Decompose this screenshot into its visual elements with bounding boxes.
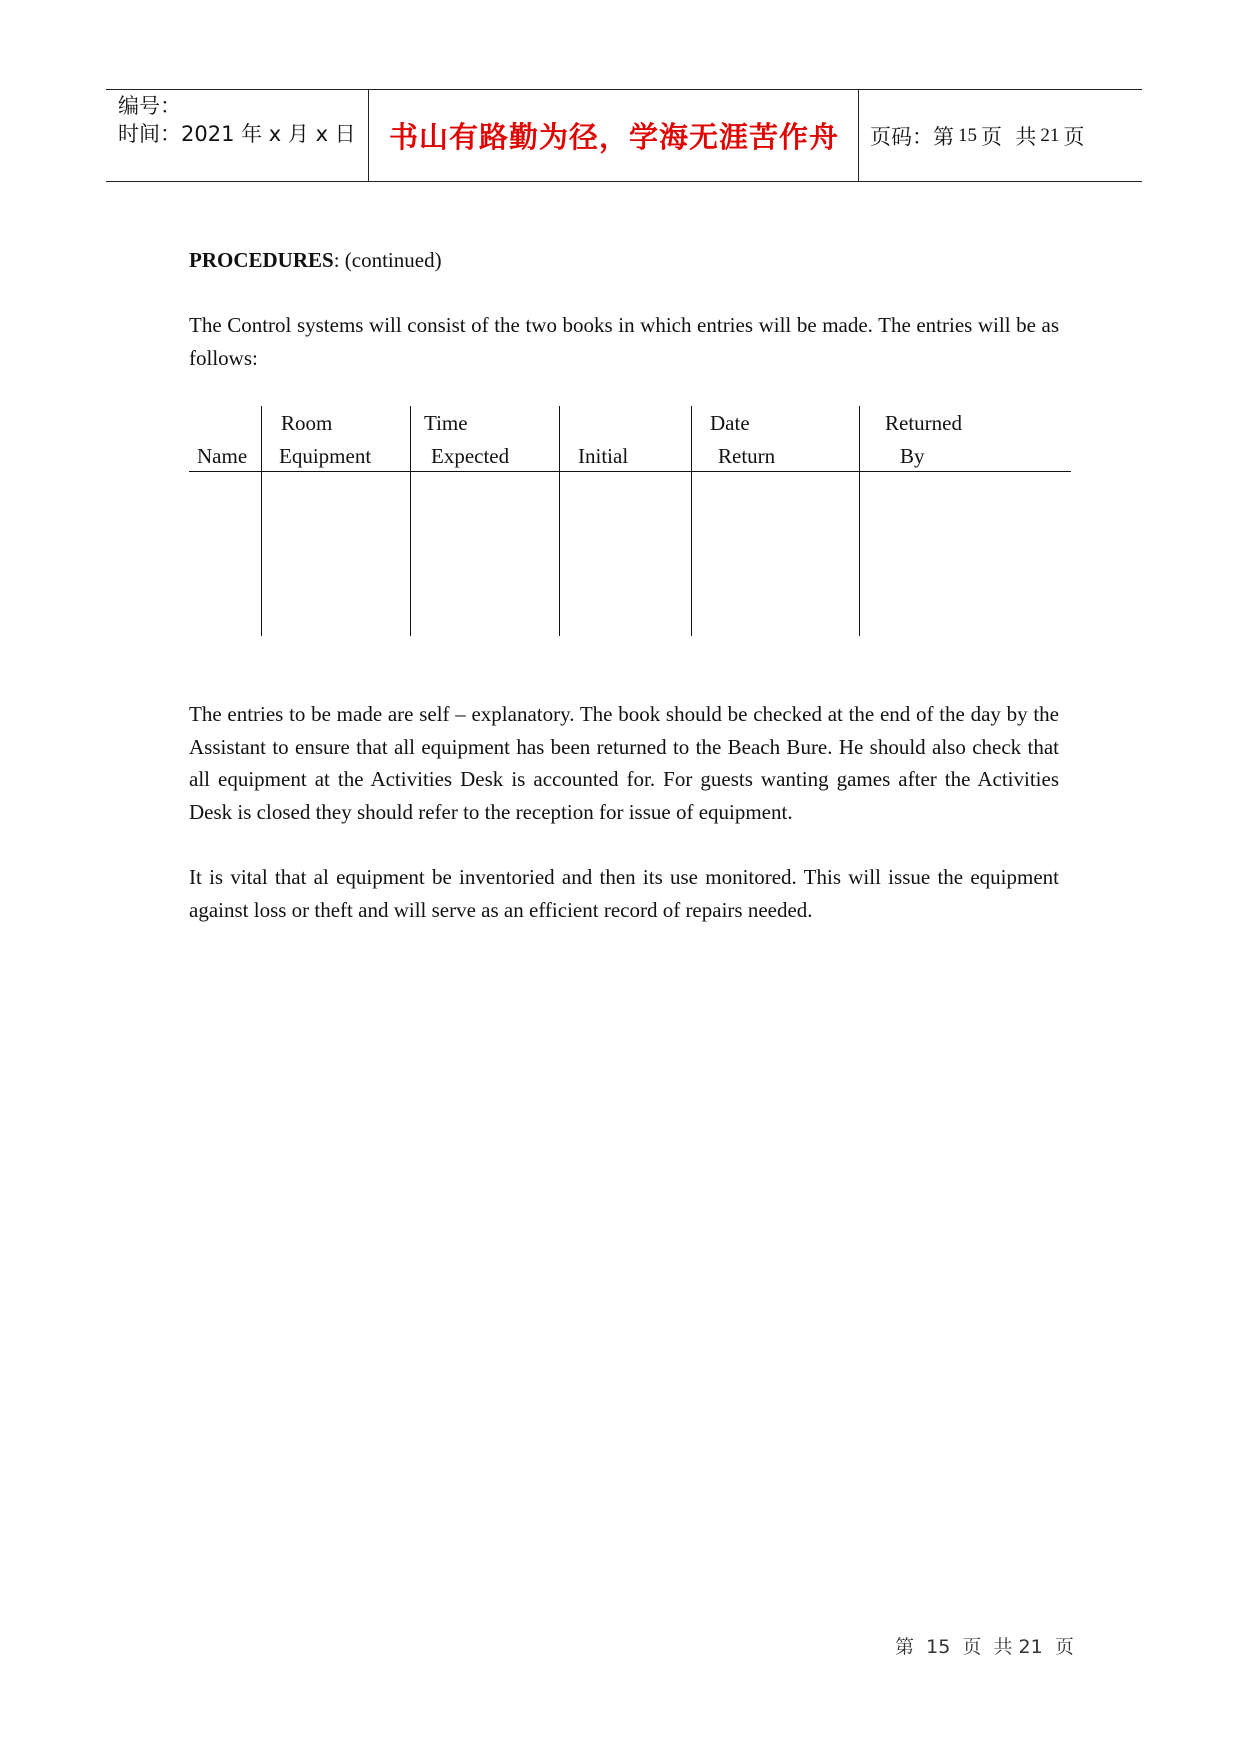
col-by-header: By [900,444,925,468]
intro-paragraph: The Control systems will consist of the two books in which entries will be made. The entries will be as follows: [189,313,1059,370]
footer-total: 21 [1018,1636,1043,1658]
footer-prefix: 第 [895,1636,915,1658]
col-time-header: Time [424,411,468,435]
column-divider [859,406,860,636]
header-divider [858,90,859,181]
table-header-rule [189,471,1071,472]
inventory-paragraph: It is vital that al equipment be inventoried and then its use monitored. This will issue the equipment against loss or theft and will serve as an efficient record of repairs needed. [189,865,1059,922]
column-divider [559,406,560,636]
page-header [106,89,1142,182]
header-page-info [870,90,1084,181]
header-motto: 书山有路勤为径，学海无涯苦作舟 [388,120,839,154]
control-log-table [189,406,1071,636]
entries-paragraph: The entries to be made are self – explanatory. The book should be checked at the end of the day by the Assistant to ensure that all equipment has been returned to the Beach Bure. He should also check that all equipment at the Activities Desk is accounted for. For guests wanting games after the Activities Desk is closed they should refer to the reception for issue of equipment. [189,702,1059,824]
serial-label: 编号： [118,94,181,118]
column-divider [410,406,411,636]
col-equipment-header: Equipment [279,444,372,468]
page-total: 21 [1040,124,1060,146]
main-content [189,244,1059,375]
col-date-header: Date [710,411,750,435]
col-expected-header: Expected [431,444,510,468]
column-divider [261,406,262,636]
footer-mid: 页 共 [962,1636,1013,1658]
page-prefix: 页码：第 [870,124,954,149]
col-initial-header: Initial [578,444,629,468]
col-name-header: Name [197,444,248,468]
page-footer [895,1632,1074,1659]
header-meta [118,92,356,148]
page-suffix: 页 [1063,124,1085,149]
page-mid: 页 共 [981,124,1037,149]
col-returned-header: Returned [885,411,962,435]
footer-current: 15 [926,1636,951,1658]
page-current: 15 [958,124,977,146]
col-room-header: Room [281,411,333,435]
time-label: 时间：2021 年 x 月 x 日 [118,122,356,146]
column-divider [691,406,692,636]
section-title-rest: : (continued) [333,248,442,272]
section-title [189,244,1059,277]
footer-suffix: 页 [1054,1636,1074,1658]
section-title-bold: PROCEDURES [189,248,334,272]
col-return-header: Return [718,444,776,468]
header-divider [368,90,369,181]
